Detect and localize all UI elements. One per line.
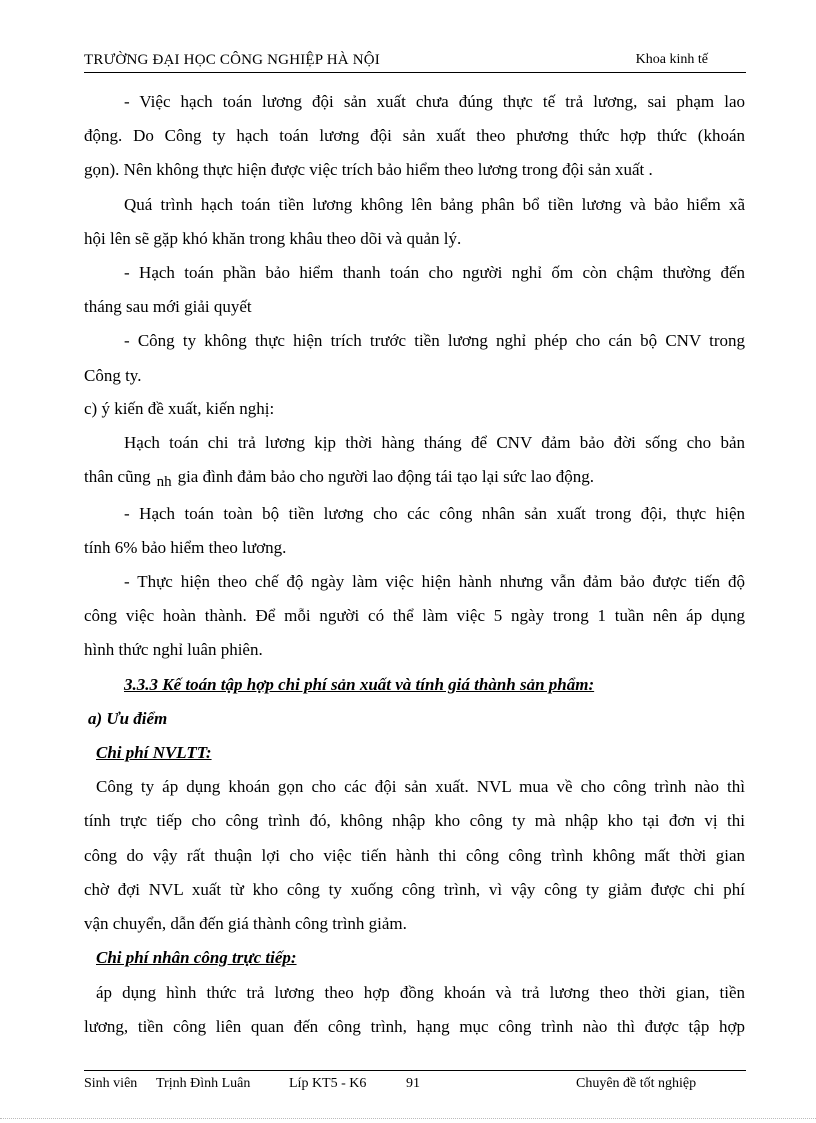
paragraph-line: công việc hoàn thành. Để mỗi người có thể làm việc 5 ngày trong 1 tuần nên áp dụng bbox=[84, 606, 745, 625]
text-fragment: nh bbox=[156, 474, 172, 490]
paragraph-line: Hạch toán chi trả lương kịp thời hàng tháng để CNV đảm bảo đời sống cho bản bbox=[124, 433, 745, 452]
school-name: TRƯỜNG ĐẠI HỌC CÔNG NGHIỆP HÀ NỘI bbox=[84, 52, 381, 68]
student-name: Trịnh Đình Luân bbox=[156, 1076, 251, 1091]
paragraph-line: - Hạch toán phần bảo hiểm thanh toán cho người nghỉ ốm còn chậm thường đến bbox=[124, 263, 745, 282]
paragraph-line: lương, tiền công liên quan đến công trình, hạng mục công trình nào thì được tập hợp bbox=[84, 1017, 745, 1036]
footer-rule bbox=[84, 1070, 746, 1071]
page-header bbox=[84, 52, 746, 72]
section-heading: 3.3.3 Kế toán tập hợp chi phí sản xuất và tính giá thành sản phẩm: bbox=[124, 675, 595, 694]
text-fragment: gia đình đảm bảo cho người lao động tái tạo lại sức lao động. bbox=[177, 467, 595, 486]
subheading-advantages: a) Ưu điểm bbox=[88, 709, 168, 728]
text-fragment: thân cũng bbox=[84, 467, 151, 486]
paragraph-line: - Công ty không thực hiện trích trước tiền lương nghỉ phép cho cán bộ CNV trong bbox=[124, 331, 745, 350]
paragraph-line: hình thức nghỉ luân phiên. bbox=[84, 640, 263, 659]
page-footer bbox=[84, 1076, 746, 1094]
page-number: 91 bbox=[406, 1076, 420, 1091]
paragraph-line: vận chuyển, dẫn đến giá thành công trình giảm. bbox=[84, 914, 407, 933]
class-name: Líp KT5 - K6 bbox=[289, 1076, 367, 1091]
header-rule bbox=[84, 72, 746, 73]
subheading-nvltt: Chi phí NVLTT: bbox=[96, 743, 212, 762]
page-edge-divider bbox=[0, 1118, 816, 1119]
paragraph-line: áp dụng hình thức trả lương theo hợp đồng khoán và trả lương theo thời gian, tiền bbox=[96, 983, 745, 1002]
paragraph-line: Công ty áp dụng khoán gọn cho các đội sản xuất. NVL mua về cho công trình nào thì bbox=[96, 777, 745, 796]
student-label: Sinh viên bbox=[84, 1076, 138, 1091]
paragraph-line: c) ý kiến đề xuất, kiến nghị: bbox=[84, 399, 275, 418]
paragraph-line: tính 6% bảo hiểm theo lương. bbox=[84, 538, 287, 557]
paragraph-line: tháng sau mới giải quyết bbox=[84, 297, 252, 316]
paragraph-line: - Việc hạch toán lương đội sản xuất chưa đúng thực tế trả lương, sai phạm lao bbox=[124, 92, 745, 111]
paragraph-line: công do vậy rất thuận lợi cho việc tiến hành thi công công trình không mất thời gian bbox=[84, 846, 745, 865]
paragraph-line bbox=[84, 466, 594, 489]
paragraph-line: tính trực tiếp cho công trình đó, không nhập kho công ty mà nhập kho tại đơn vị thi bbox=[84, 811, 745, 830]
paragraph-line: - Thực hiện theo chế độ ngày làm việc hiện hành nhưng vẫn đảm bảo được tiến độ bbox=[124, 572, 745, 591]
paragraph-line: gọn). Nên không thực hiện được việc trích bảo hiểm theo lương trong đội sản xuất . bbox=[84, 160, 653, 179]
paragraph-line: chờ đợi NVL xuất từ kho công ty xuống công trình, vì vậy công ty giảm được chi phí bbox=[84, 880, 745, 899]
subheading-direct-labor: Chi phí nhân công trực tiếp: bbox=[96, 948, 297, 967]
paragraph-line: động. Do Công ty hạch toán lương đội sản xuất theo phương thức hợp thức (khoán bbox=[84, 126, 745, 145]
paragraph-line: - Hạch toán toàn bộ tiền lương cho các công nhân sản xuất trong đội, thực hiện bbox=[124, 504, 745, 523]
paragraph-line: hội lên sẽ gặp khó khăn trong khâu theo dõi và quản lý. bbox=[84, 229, 462, 248]
faculty-name: Khoa kinh tế bbox=[635, 52, 708, 67]
paragraph-line: Quá trình hạch toán tiền lương không lên bảng phân bổ tiền lương và bảo hiểm xã bbox=[124, 195, 745, 214]
document-title: Chuyên đề tốt nghiệp bbox=[576, 1076, 697, 1091]
paragraph-line: Công ty. bbox=[84, 366, 142, 385]
